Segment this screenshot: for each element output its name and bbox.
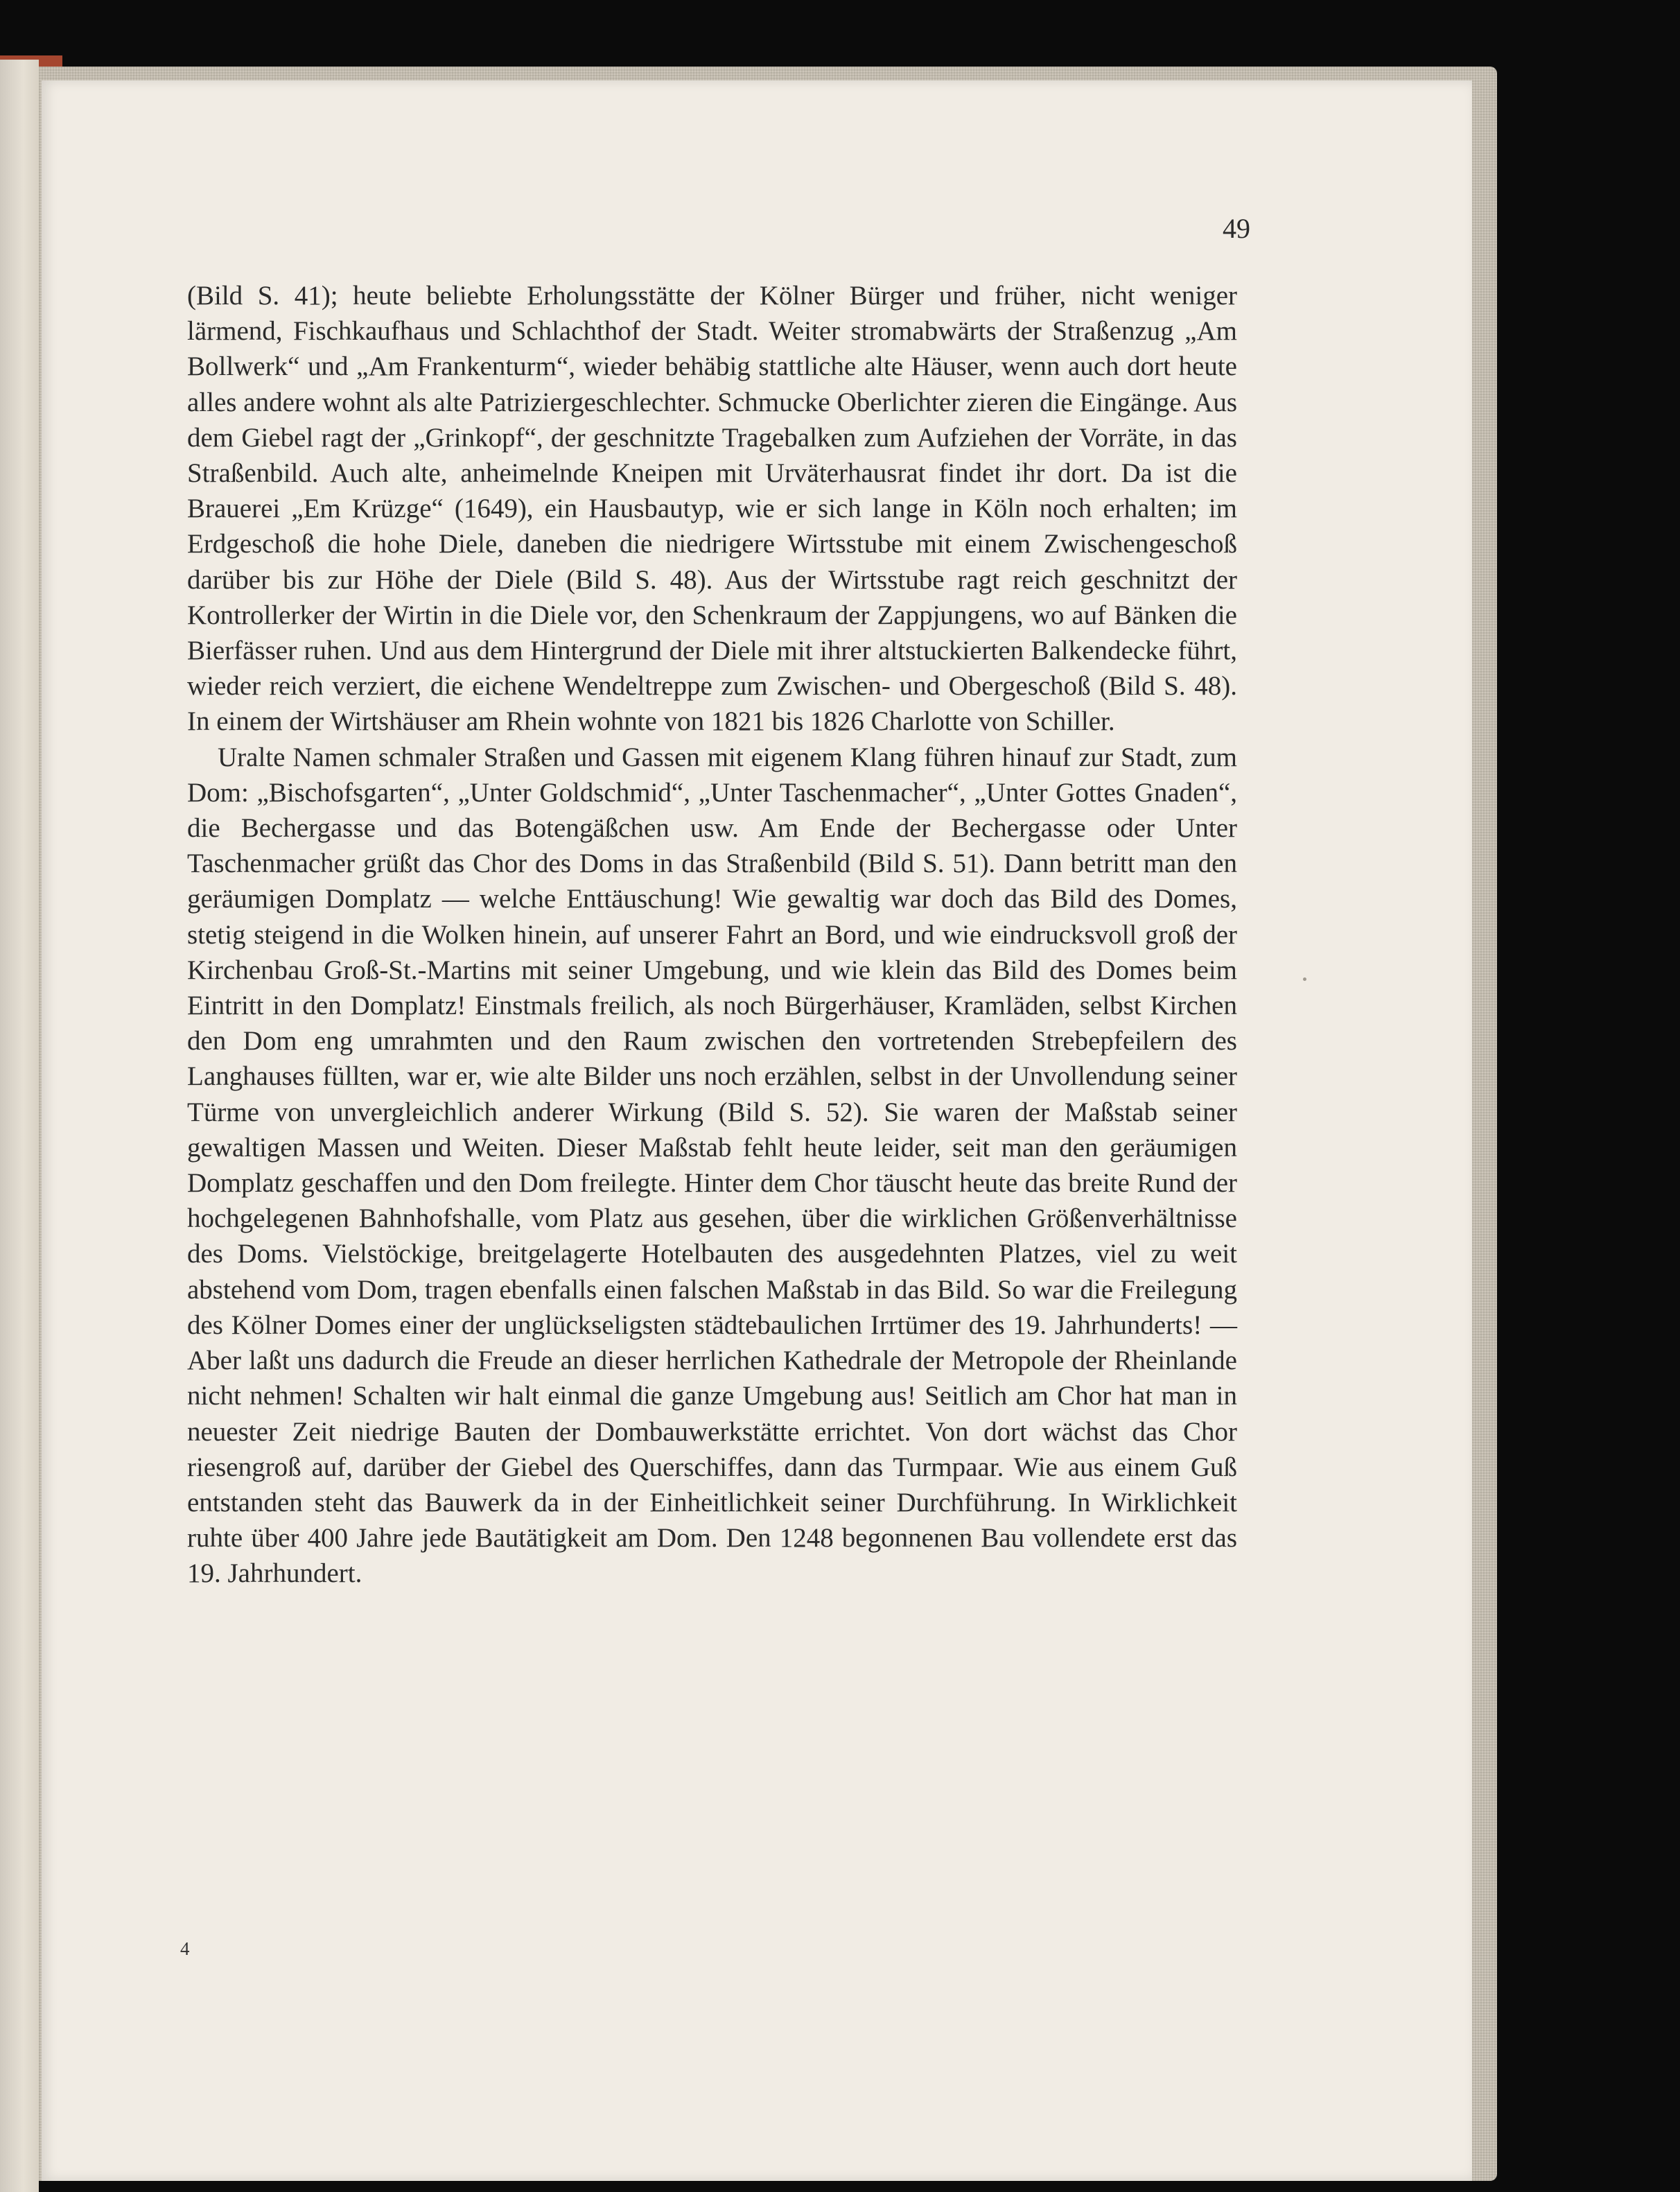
paragraph-2: Uralte Namen schmaler Straßen und Gassen mit eigenem Klang führen hinauf zur Stadt, zum Dom: „Bischofsgarten“, „Unter Goldschmid“, „Unter Taschenmacher“, „Unter Gottes Gnaden“, die Bechergasse und das Botengäßchen usw. Am Ende der Bechergasse oder Unter Taschenmacher grüßt das Chor des Doms in das Straßenbild (Bild S. 51). Dann betritt man den geräumigen Domplatz — welche Enttäuschung! Wie gewaltig war doch das Bild des Domes, stetig steigend in die Wolken hinein, auf unserer Fahrt an Bord, und wie eindrucksvoll groß der Kirchenbau Groß-St.-Martins mit seiner Umgebung, und wie klein das Bild des Domes beim Eintritt in den Domplatz! Einstmals freilich, als noch Bürgerhäuser, Kramläden, selbst Kirchen den Dom eng umrahmten und den Raum zwischen den vortretenden Strebepfeilern des Langhauses füllten, war er, wie alte Bilder uns noch erzählen, selbst in der Unvollendung seiner Türme von unvergleichlich anderer Wirkung (Bild S. 52). Sie waren der Maßstab seiner gewaltigen Massen und Weiten. Dieser Maßstab fehlt heute leider, seit man den geräumigen Domplatz geschaffen und den Dom freilegte. Hinter dem Chor täuscht heute das breite Rund der hochgelegenen Bahnhofshalle, vom Platz aus gesehen, über die wirklichen Größenverhältnisse des Doms. Vielstöckige, breitgelagerte Hotelbauten des ausgedehnten Platzes, viel zu weit abstehend vom Dom, tragen ebenfalls einen falschen Maßstab in das Bild. So war die Freilegung des Kölner Domes einer der unglückseligsten städtebaulichen Irrtümer des 19. Jahrhunderts! — Aber laßt uns dadurch die Freude an dieser herrlichen Kathedrale der Metropole der Rheinlande nicht nehmen! Schalten wir halt einmal die ganze Umgebung aus! Seitlich am Chor hat man in neuester Zeit niedrige Bauten der Dombauwerkstätte errichtet. Von dort wächst das Chor riesengroß auf, darüber der Giebel des Querschiffes, dann das Turmpaar. Wie aus einem Guß entstanden steht das Bauwerk da in der Einheitlichkeit seiner Durchführung. In Wirklichkeit ruhte über 400 Jahre jede Bautätigkeit am Dom. Den 1248 begonnenen Bau vollendete erst das 19. Jahrhundert. [187, 742, 1237, 1589]
paragraph-1: (Bild S. 41); heute beliebte Erholungsstätte der Kölner Bürger und früher, nicht weniger lärmend, Fischkaufhaus und Schlachthof der Stadt. Weiter stromabwärts der Straßenzug „Am Bollwerk“ und „Am Frankenturm“, wieder behäbig stattliche alte Häuser, wenn auch dort heute alles andere wohnt als alte Patriziergeschlechter. Schmucke Oberlichter zieren die Eingänge. Aus dem Giebel ragt der „Grinkopf“, der geschnitzte Tragebalken zum Aufziehen der Vorräte, in das Straßenbild. Auch alte, anheimelnde Kneipen mit Urväterhausrat findet ihr dort. Da ist die Brauerei „Em Krüzge“ (1649), ein Hausbautyp, wie er sich lange in Köln noch erhalten; im Erdgeschoß die hohe Diele, daneben die niedrigere Wirtsstube mit einem Zwischengeschoß darüber bis zur Höhe der Diele (Bild S. 48). Aus der Wirtsstube ragt reich geschnitzt der Kontrollerker der Wirtin in die Diele vor, den Schenkraum der Zappjungens, wo auf Bänken die Bierfässer ruhen. Und aus dem Hintergrund der Diele mit ihrer altstuckierten Balkendecke führt, wieder reich verziert, die eichene Wendeltreppe zum Zwischen- und Obergeschoß (Bild S. 48). In einem der Wirtshäuser am Rhein wohnte von 1821 bis 1826 Charlotte von Schiller. [187, 281, 1237, 737]
paper-speck [1303, 977, 1306, 981]
signature-mark: 4 [180, 1938, 190, 1959]
body-text [187, 278, 1237, 1592]
book-page [42, 80, 1472, 2181]
page-number: 49 [1223, 213, 1250, 244]
previous-page-edge [0, 55, 39, 2192]
